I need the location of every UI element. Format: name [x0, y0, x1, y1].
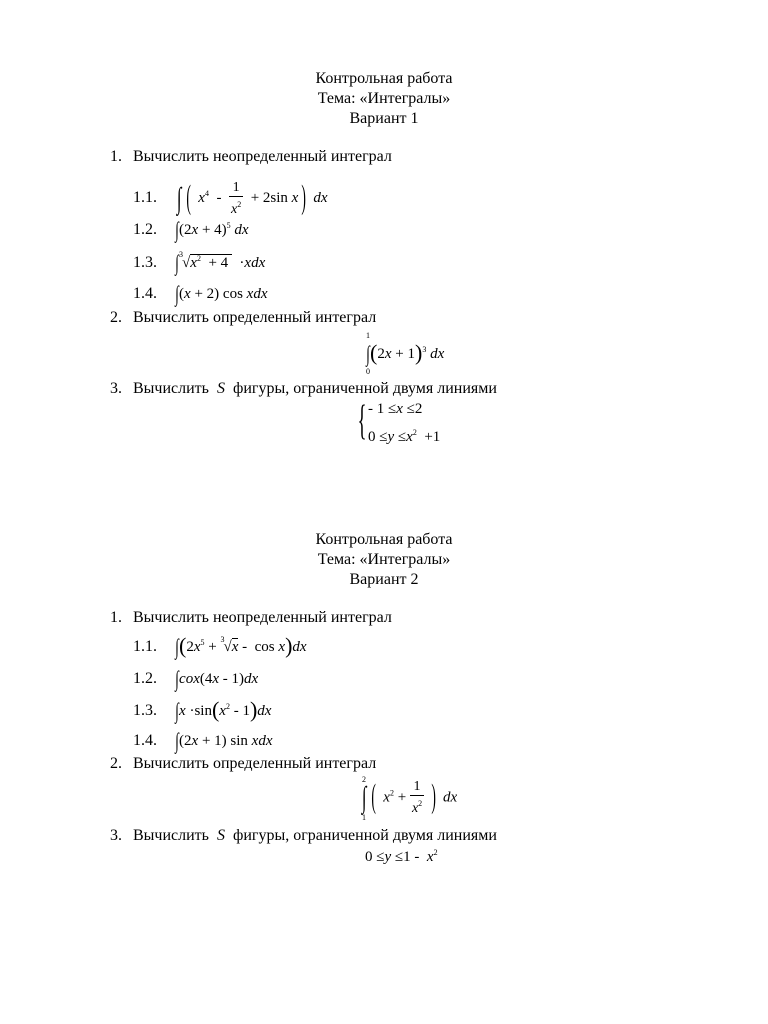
- definite-integral-formula: 1 0 $\int(2x + 1)^3$ dx: [366, 331, 445, 376]
- formula: $\int(2x^5$ + 3 √x - cos x)dx: [175, 633, 307, 659]
- subtask-number: 1.4.: [133, 285, 157, 302]
- definite-integral-formula: 2 1 ∫ ( $x^2$ + $\frac{1}{x^2}$ ) dx: [361, 775, 458, 822]
- formula: ∫(2x + 1) sin xdx: [175, 728, 273, 753]
- area-variable: S: [216, 827, 225, 844]
- task-number: 3.: [110, 827, 122, 844]
- doc-topic: Тема: «Интегралы»: [317, 551, 451, 568]
- formula: ∫cox(4x - 1)dx: [175, 666, 259, 691]
- subtask-number: 1.1.: [133, 189, 157, 207]
- subtask-number: 1.2.: [133, 221, 157, 238]
- task-2: [110, 755, 376, 773]
- formula: ∫(x + 2) cos xdx: [175, 281, 268, 306]
- task-2: [110, 309, 376, 327]
- doc-topic: Тема: «Интегралы»: [317, 90, 451, 107]
- subtask-1-4: [133, 730, 273, 752]
- task-text-before: Вычислить: [133, 827, 209, 844]
- inequality-formula: $0 \le y \le 1 - x^2$: [365, 848, 438, 865]
- system-of-inequalities: { - 1 ≤x ≤2 $0 \le y \le x^2 +1$: [357, 398, 441, 445]
- subtask-number: 1.1.: [133, 638, 157, 655]
- task-text-after: фигуры, ограниченной двумя линиями: [232, 827, 497, 844]
- variant-label: Вариант 1: [349, 110, 419, 127]
- subtask-1-3: [133, 252, 265, 274]
- area-variable: S: [216, 380, 225, 397]
- task-number: 3.: [110, 380, 122, 397]
- task-text-after: фигуры, ограниченной двумя линиями: [232, 380, 497, 397]
- formula: $\int(2x + 4)^5$ dx: [175, 217, 249, 242]
- task-text-before: Вычислить: [133, 380, 209, 397]
- subtask-number: 1.3.: [133, 254, 157, 271]
- subtask-1-2: [133, 668, 258, 690]
- task-text: Вычислить неопределенный интеграл: [133, 148, 392, 165]
- formula: ∫ 3 $√x^2 + 4 \cdot xdx$: [175, 250, 266, 275]
- task-number: 1.: [110, 609, 122, 626]
- subtask-1-1: [133, 635, 307, 658]
- subtask-1-3: [133, 699, 271, 722]
- subtask-number: 1.4.: [133, 732, 157, 749]
- doc-title: Контрольная работа: [315, 70, 453, 87]
- doc-title: Контрольная работа: [315, 531, 453, 548]
- task-number: 2.: [110, 755, 122, 772]
- subtask-number: 1.3.: [133, 702, 157, 719]
- formula: ∫ ( $x^4$ - $\frac{1}{x^2}$ + 2sin x) dx: [176, 179, 328, 217]
- task-text: Вычислить определенный интеграл: [133, 755, 377, 772]
- task-3: [110, 827, 497, 845]
- task-1: [110, 148, 392, 166]
- subtask-number: 1.2.: [133, 670, 157, 687]
- subtask-1-1: [133, 180, 328, 218]
- task-text: Вычислить определенный интеграл: [133, 309, 377, 326]
- variant-label: Вариант 2: [349, 571, 419, 588]
- task-3: [110, 380, 497, 398]
- task-text: Вычислить неопределенный интеграл: [133, 609, 392, 626]
- task-1: [110, 609, 392, 627]
- formula: $\int x \cdot\sin(x^2 - 1)dx$: [175, 697, 272, 723]
- subtask-1-2: [133, 219, 249, 241]
- subtask-1-4: [133, 283, 267, 305]
- task-number: 2.: [110, 309, 122, 326]
- task-number: 1.: [110, 148, 122, 165]
